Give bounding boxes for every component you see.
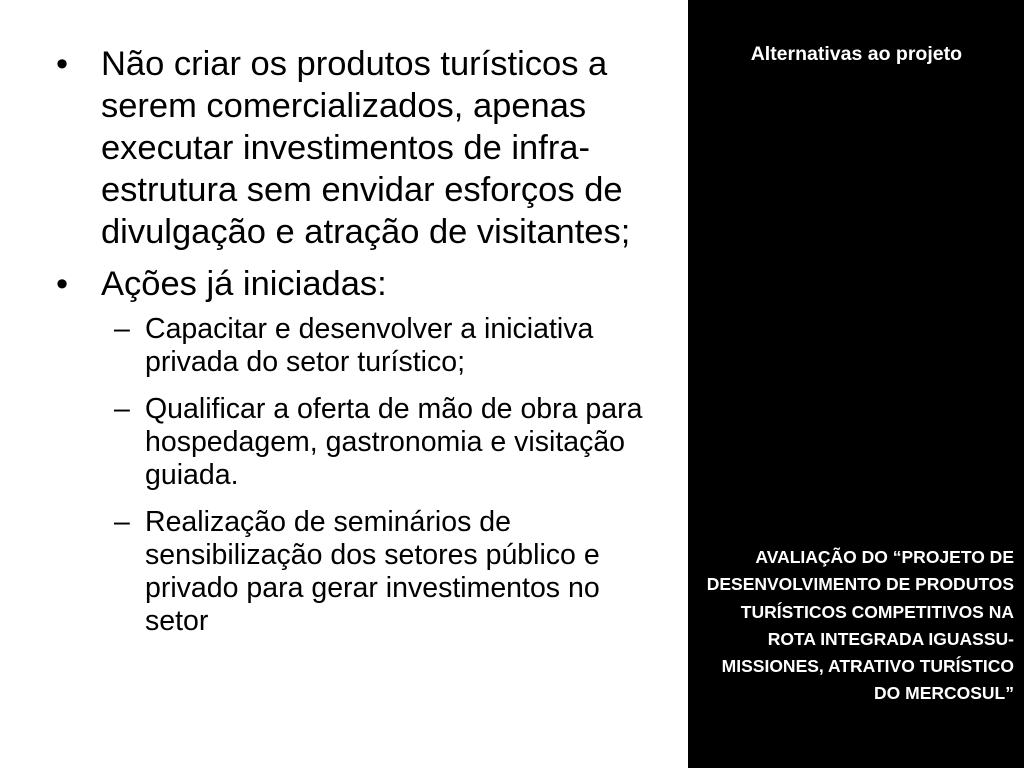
- bullet-dot-icon: •: [56, 265, 69, 303]
- sub-bullet-text: Capacitar e desenvolver a iniciativa privada do setor turístico;: [145, 313, 594, 378]
- bullet-item: [56, 43, 656, 253]
- sub-bullet-item: [101, 393, 656, 492]
- dash-icon: –: [114, 393, 130, 425]
- dash-icon: –: [114, 506, 130, 538]
- bullet-list: [56, 43, 656, 652]
- sidebar-title: Alternativas ao projeto: [750, 43, 962, 65]
- sidebar: [688, 0, 1024, 768]
- sidebar-footer: AVALIAÇÃO DO “PROJETO DE DESENVOLVIMENTO DE PRODUTOS TURÍSTICOS COMPETITIVOS NA ROTA INTEGRADA IGUASSU-MISSIONES, ATRATIVO TURÍSTICO DO MERCOSUL”: [706, 547, 1014, 704]
- bullet-dot-icon: •: [56, 45, 69, 83]
- sub-bullet-item: [101, 506, 656, 638]
- bullet-text: Não criar os produtos turísticos a serem comercializados, apenas executar investimentos de infra-estrutura sem envidar esforços de divulgação e atração de visitantes;: [101, 45, 631, 251]
- sub-bullet-text: Qualificar a oferta de mão de obra para hospedagem, gastronomia e visitação guiada.: [145, 393, 643, 491]
- dash-icon: –: [114, 313, 130, 345]
- sub-bullet-item: [101, 313, 656, 379]
- bullet-item: [56, 263, 656, 638]
- sub-bullet-text: Realização de seminários de sensibilização dos setores público e privado para gerar investimentos no setor: [145, 506, 600, 637]
- sub-bullet-list: [101, 313, 656, 638]
- bullet-text: Ações já iniciadas:: [101, 265, 387, 303]
